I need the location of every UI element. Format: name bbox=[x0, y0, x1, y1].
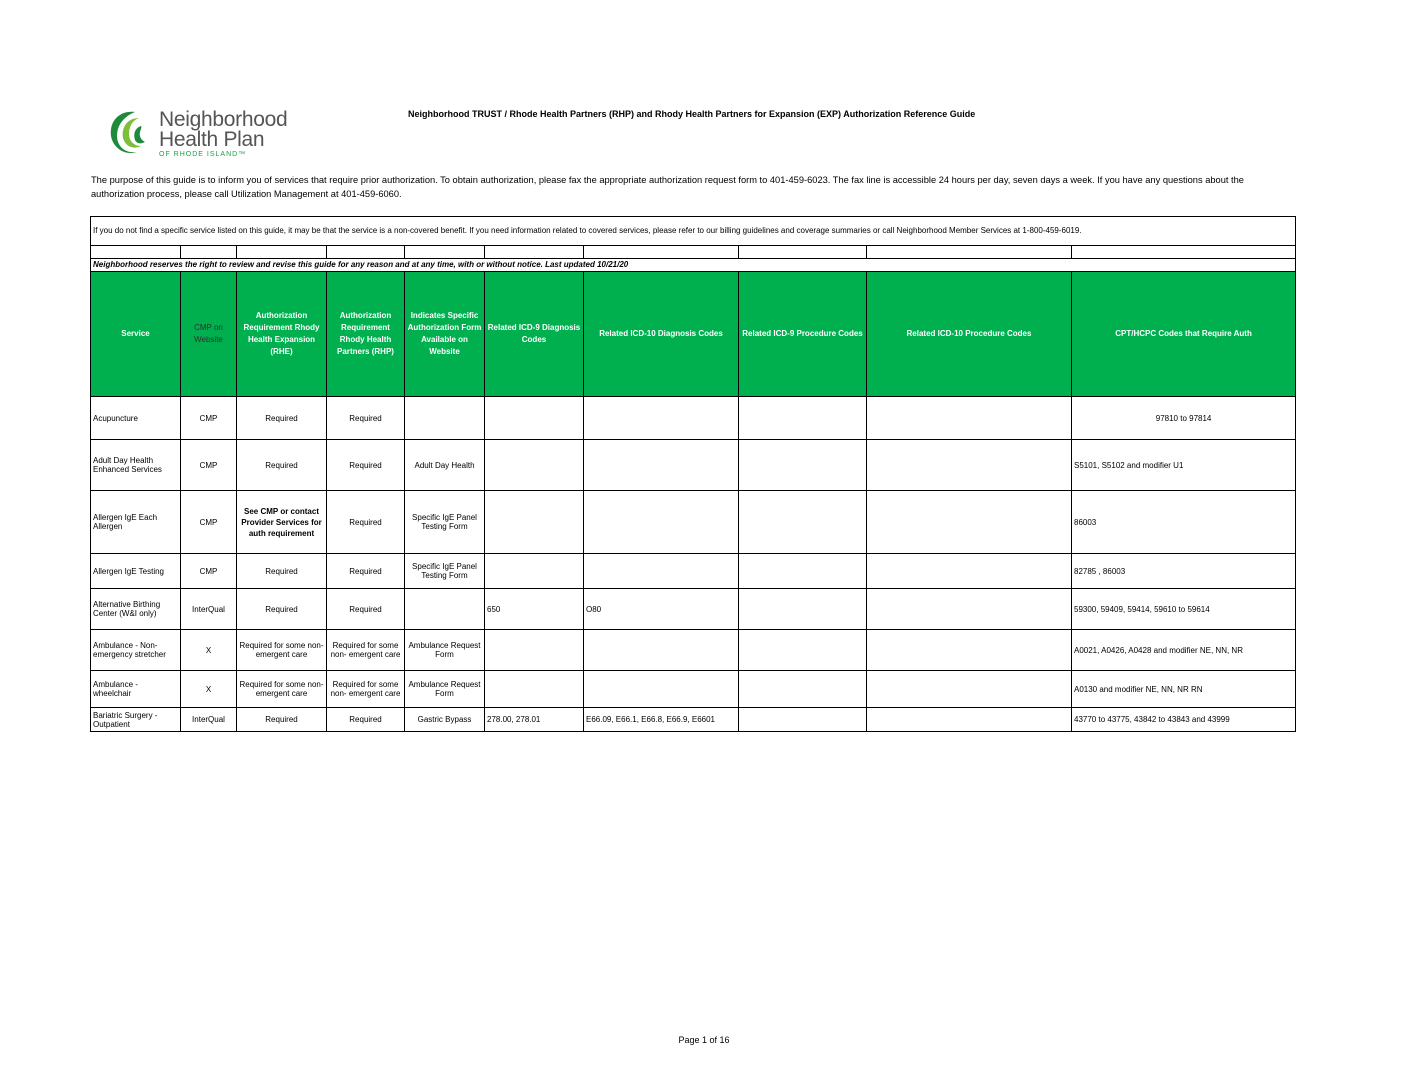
cell-cpt: 82785 , 86003 bbox=[1072, 554, 1296, 589]
header-row bbox=[91, 272, 1296, 397]
spacer-row bbox=[91, 246, 1296, 259]
cell-rhp: Required bbox=[327, 397, 405, 440]
cell-icd9-procedure bbox=[739, 671, 867, 708]
cell-rhp: Required bbox=[327, 708, 405, 732]
header-icd10-diagnosis: Related ICD-10 Diagnosis Codes bbox=[584, 272, 739, 397]
table-row bbox=[91, 708, 1296, 732]
cell-icd10-diagnosis: E66.09, E66.1, E66.8, E66.9, E6601 bbox=[584, 708, 739, 732]
table-row bbox=[91, 630, 1296, 671]
cell-service: Adult Day Health Enhanced Services bbox=[91, 440, 181, 491]
cell-cmp: InterQual bbox=[181, 708, 237, 732]
cell-icd10-diagnosis bbox=[584, 397, 739, 440]
header-icd9-diagnosis: Related ICD-9 Diagnosis Codes bbox=[485, 272, 584, 397]
cell-cpt: S5101, S5102 and modifier U1 bbox=[1072, 440, 1296, 491]
cell-icd10-procedure bbox=[867, 440, 1072, 491]
cell-cmp: X bbox=[181, 671, 237, 708]
cell-service: Allergen IgE Testing bbox=[91, 554, 181, 589]
cell-form: Specific IgE Panel Testing Form bbox=[405, 554, 485, 589]
document-title: Neighborhood TRUST / Rhode Health Partners (RHP) and Rhody Health Partners for Expansion (EXP) Authorization Reference Guide bbox=[408, 109, 976, 119]
cell-service: Ambulance - wheelchair bbox=[91, 671, 181, 708]
cell-form: Adult Day Health bbox=[405, 440, 485, 491]
cell-icd9-procedure bbox=[739, 397, 867, 440]
cell-rhe: Required bbox=[237, 589, 327, 630]
header-cmp: CMP on Website bbox=[181, 272, 237, 397]
cell-rhe: See CMP or contact Provider Services for auth requirement bbox=[237, 491, 327, 554]
table-row bbox=[91, 440, 1296, 491]
cell-icd10-diagnosis bbox=[584, 630, 739, 671]
page-number: Page 1 of 16 bbox=[678, 1035, 730, 1045]
cell-rhp: Required bbox=[327, 440, 405, 491]
intro-paragraph: The purpose of this guide is to inform you of services that require prior authorization. To obtain authorization, please fax the appropriate authorization request form to 401-459-6023. The fax line is accessible 24 hours per day, seven days a week. If you have any questions about the authorization process, please call Utilization Management at 401-459-6060. bbox=[91, 175, 1244, 199]
cell-rhe: Required bbox=[237, 440, 327, 491]
cell-form: Ambulance Request Form bbox=[405, 630, 485, 671]
logo-line-1: Neighborhood bbox=[159, 108, 288, 131]
header-icd9-procedure: Related ICD-9 Procedure Codes bbox=[739, 272, 867, 397]
cell-icd9-diagnosis bbox=[485, 440, 584, 491]
cell-cpt: 43770 to 43775, 43842 to 43843 and 43999 bbox=[1072, 708, 1296, 732]
header-service: Service bbox=[91, 272, 181, 397]
cell-icd9-procedure bbox=[739, 589, 867, 630]
cell-icd9-procedure bbox=[739, 630, 867, 671]
cell-cmp: CMP bbox=[181, 491, 237, 554]
cell-rhp: Required bbox=[327, 589, 405, 630]
cell-icd9-procedure bbox=[739, 440, 867, 491]
cell-cpt: 97810 to 97814 bbox=[1072, 397, 1296, 440]
cell-icd10-procedure bbox=[867, 589, 1072, 630]
cell-service: Ambulance - Non-emergency stretcher bbox=[91, 630, 181, 671]
cell-cpt: 86003 bbox=[1072, 491, 1296, 554]
cell-cpt: 59300, 59409, 59414, 59610 to 59614 bbox=[1072, 589, 1296, 630]
cell-service: Alternative Birthing Center (W&I only) bbox=[91, 589, 181, 630]
table-row bbox=[91, 589, 1296, 630]
cell-icd10-procedure bbox=[867, 554, 1072, 589]
cell-icd9-diagnosis bbox=[485, 630, 584, 671]
cell-cmp: CMP bbox=[181, 554, 237, 589]
cell-service: Allergen IgE Each Allergen bbox=[91, 491, 181, 554]
cell-icd10-procedure bbox=[867, 397, 1072, 440]
cell-icd9-procedure bbox=[739, 708, 867, 732]
authorization-table bbox=[90, 216, 1296, 732]
cell-cmp: CMP bbox=[181, 440, 237, 491]
cell-icd10-procedure bbox=[867, 671, 1072, 708]
cell-form bbox=[405, 397, 485, 440]
cell-icd10-diagnosis bbox=[584, 671, 739, 708]
reserve-note: Neighborhood reserves the right to review and revise this guide for any reason and at any time, with or without notice. Last updated 10/21/20 bbox=[91, 259, 1296, 272]
header-icd10-procedure: Related ICD-10 Procedure Codes bbox=[867, 272, 1072, 397]
cell-rhe: Required for some non-emergent care bbox=[237, 630, 327, 671]
logo-line-2: Health Plan bbox=[159, 128, 265, 151]
cell-service: Bariatric Surgery - Outpatient bbox=[91, 708, 181, 732]
cell-icd9-diagnosis bbox=[485, 397, 584, 440]
cell-form bbox=[405, 589, 485, 630]
cell-icd9-diagnosis: 278.00, 278.01 bbox=[485, 708, 584, 732]
cell-icd9-procedure bbox=[739, 491, 867, 554]
cell-service: Acupuncture bbox=[91, 397, 181, 440]
notice-cell: If you do not find a specific service listed on this guide, it may be that the service is a non-covered benefit. If you need information related to covered services, please refer to our billing guidelines and coverage summaries or call Neighborhood Member Services at 1-800-459-6019. bbox=[91, 217, 1296, 246]
cell-icd10-diagnosis bbox=[584, 554, 739, 589]
header-cpt: CPT/HCPC Codes that Require Auth bbox=[1072, 272, 1296, 397]
table-row bbox=[91, 491, 1296, 554]
cell-icd10-diagnosis: O80 bbox=[584, 589, 739, 630]
table-row bbox=[91, 554, 1296, 589]
cell-rhp: Required for some non- emergent care bbox=[327, 630, 405, 671]
cell-rhp: Required for some non- emergent care bbox=[327, 671, 405, 708]
cell-icd9-diagnosis bbox=[485, 554, 584, 589]
header-form: Indicates Specific Authorization Form Available on Website bbox=[405, 272, 485, 397]
cell-icd9-diagnosis bbox=[485, 671, 584, 708]
cell-icd10-procedure bbox=[867, 630, 1072, 671]
cell-cpt: A0021, A0426, A0428 and modifier NE, NN, NR bbox=[1072, 630, 1296, 671]
cell-cmp: CMP bbox=[181, 397, 237, 440]
cell-icd10-procedure bbox=[867, 708, 1072, 732]
cell-rhe: Required bbox=[237, 708, 327, 732]
cell-icd10-diagnosis bbox=[584, 440, 739, 491]
cell-rhp: Required bbox=[327, 554, 405, 589]
header-rhe: Authorization Requirement Rhody Health Expansion (RHE) bbox=[237, 272, 327, 397]
cell-rhe: Required for some non-emergent care bbox=[237, 671, 327, 708]
cell-rhp: Required bbox=[327, 491, 405, 554]
logo-line-3: OF RHODE ISLAND™ bbox=[159, 151, 247, 158]
cell-icd9-diagnosis: 650 bbox=[485, 589, 584, 630]
logo-swirl-icon bbox=[105, 106, 157, 160]
header-rhp: Authorization Requirement Rhody Health Partners (RHP) bbox=[327, 272, 405, 397]
cell-icd9-procedure bbox=[739, 554, 867, 589]
cell-cpt: A0130 and modifier NE, NN, NR RN bbox=[1072, 671, 1296, 708]
cell-form: Specific IgE Panel Testing Form bbox=[405, 491, 485, 554]
cell-icd9-diagnosis bbox=[485, 491, 584, 554]
cell-form: Gastric Bypass bbox=[405, 708, 485, 732]
cell-rhe: Required bbox=[237, 397, 327, 440]
cell-cmp: X bbox=[181, 630, 237, 671]
logo bbox=[105, 106, 288, 162]
table-row bbox=[91, 397, 1296, 440]
cell-form: Ambulance Request Form bbox=[405, 671, 485, 708]
cell-icd10-procedure bbox=[867, 491, 1072, 554]
cell-cmp: InterQual bbox=[181, 589, 237, 630]
cell-icd10-diagnosis bbox=[584, 491, 739, 554]
table-row bbox=[91, 671, 1296, 708]
cell-rhe: Required bbox=[237, 554, 327, 589]
